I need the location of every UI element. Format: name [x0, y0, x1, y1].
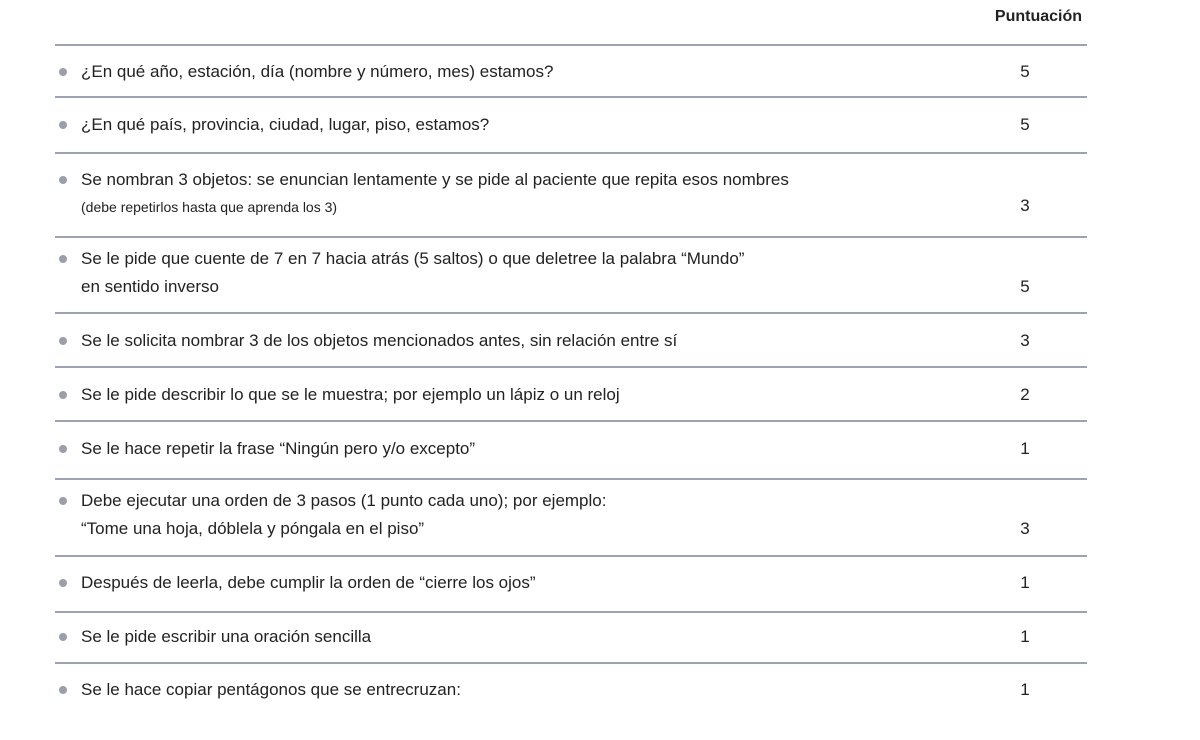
item-score: 5 — [1020, 115, 1030, 134]
item-score: 1 — [1020, 680, 1030, 699]
item-text: Se nombran 3 objetos: se enuncian lentamente y se pide al paciente que repita esos nombres — [81, 170, 789, 189]
divider — [55, 366, 1087, 368]
item-note: (debe repetirlos hasta que aprenda los 3) — [81, 199, 338, 215]
bullet-icon — [59, 497, 67, 505]
bullet-icon — [59, 121, 67, 129]
item-text: Después de leerla, debe cumplir la orden de “cierre los ojos” — [81, 573, 536, 592]
item-text: Se le solicita nombrar 3 de los objetos mencionados antes, sin relación entre sí — [81, 331, 678, 350]
divider — [55, 662, 1087, 664]
bullet-icon — [59, 633, 67, 641]
score-column-header: Puntuación — [994, 8, 1082, 25]
item-score: 5 — [1020, 62, 1030, 81]
item-text: Se le pide describir lo que se le muestra; por ejemplo un lápiz o un reloj — [81, 385, 620, 404]
item-text: Se le pide que cuente de 7 en 7 hacia atrás (5 saltos) o que deletree la palabra “Mundo” — [81, 249, 745, 268]
item-text: Se le hace repetir la frase “Ningún pero y/o excepto” — [81, 439, 476, 458]
bullet-icon — [59, 68, 67, 76]
divider — [55, 152, 1087, 154]
item-text: ¿En qué país, provincia, ciudad, lugar, piso, estamos? — [81, 115, 490, 134]
bullet-icon — [59, 445, 67, 453]
item-text: Se le pide escribir una oración sencilla — [81, 627, 372, 646]
bullet-icon — [59, 176, 67, 184]
item-text-continued: en sentido inverso — [81, 277, 219, 296]
item-text: Se le hace copiar pentágonos que se entrecruzan: — [81, 680, 461, 699]
divider — [55, 478, 1087, 480]
item-score: 1 — [1020, 627, 1030, 646]
bullet-icon — [59, 579, 67, 587]
divider — [55, 420, 1087, 422]
item-score: 5 — [1020, 277, 1030, 296]
divider — [55, 555, 1087, 557]
divider — [55, 96, 1087, 98]
bullet-icon — [59, 337, 67, 345]
bullet-icon — [59, 255, 67, 263]
item-text: ¿En qué año, estación, día (nombre y número, mes) estamos? — [81, 62, 554, 81]
item-score: 1 — [1020, 439, 1030, 458]
bullet-icon — [59, 391, 67, 399]
item-score: 3 — [1020, 519, 1030, 538]
item-text-continued: “Tome una hoja, dóblela y póngala en el piso” — [81, 519, 425, 538]
item-text: Debe ejecutar una orden de 3 pasos (1 punto cada uno); por ejemplo: — [81, 491, 607, 510]
divider — [55, 611, 1087, 613]
divider — [55, 312, 1087, 314]
divider — [55, 44, 1087, 46]
item-score: 1 — [1020, 573, 1030, 592]
bullet-icon — [59, 686, 67, 694]
item-score: 3 — [1020, 196, 1030, 215]
item-score: 2 — [1020, 385, 1030, 404]
divider — [55, 236, 1087, 238]
item-score: 3 — [1020, 331, 1030, 350]
